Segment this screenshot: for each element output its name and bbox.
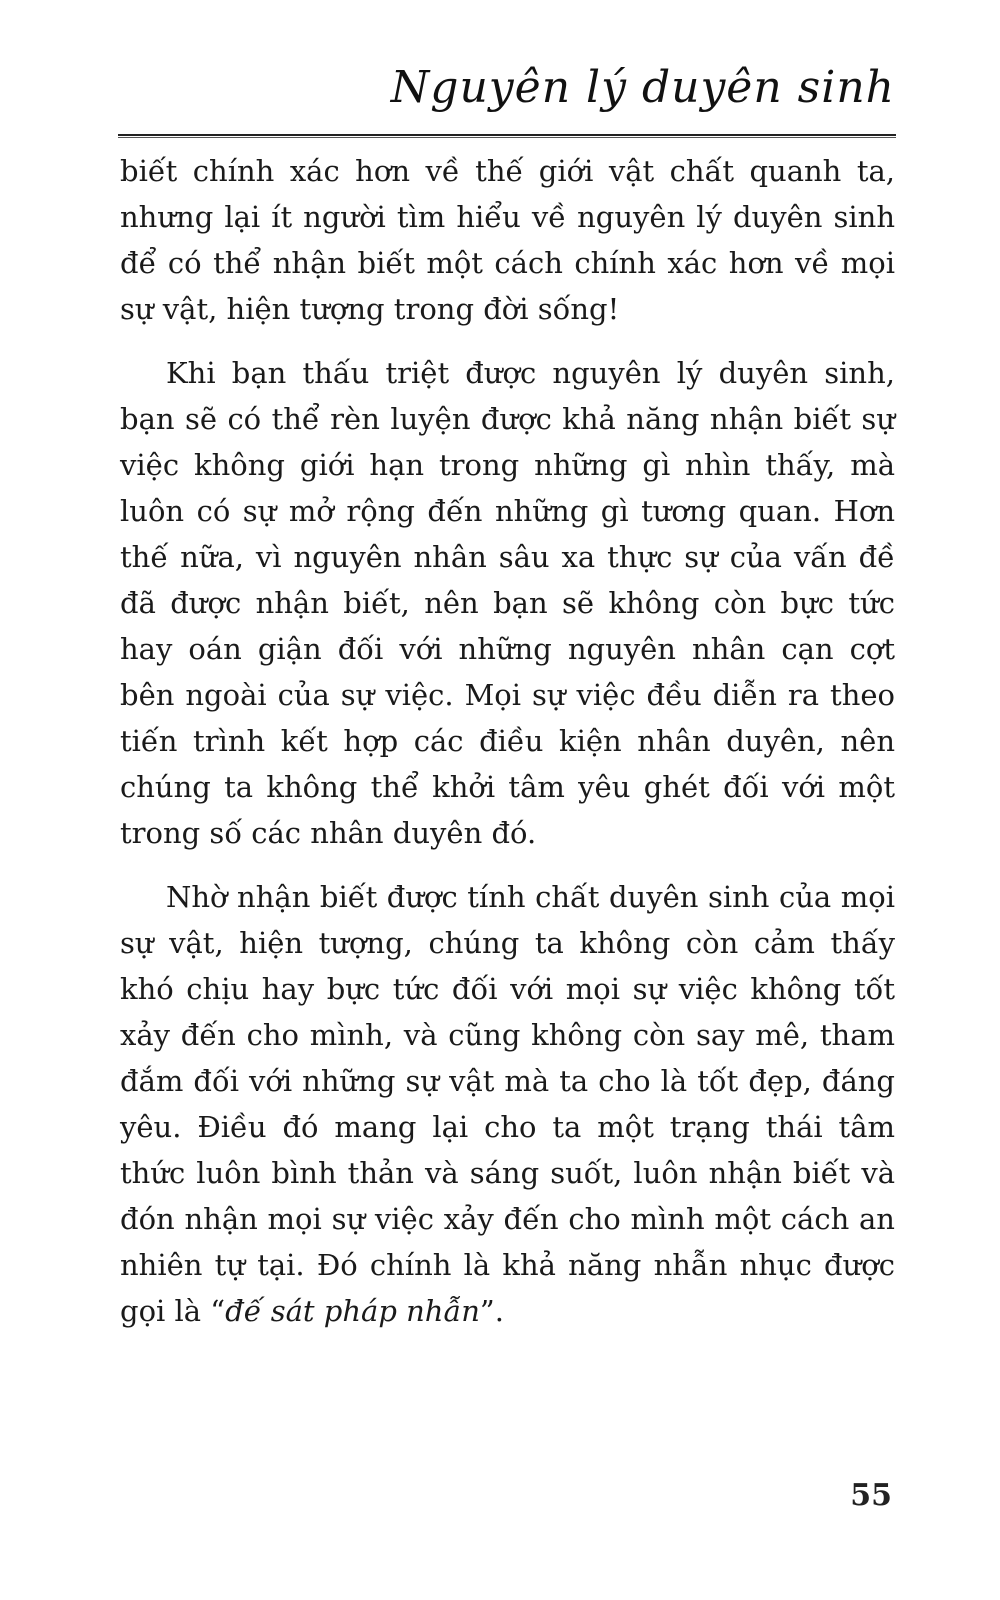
italic-term: đế sát pháp nhẫn — [225, 1294, 480, 1328]
paragraph-text: Nhờ nhận biết được tính chất duyên sinh của mọi sự vật, hiện tượng, chúng ta không còn cảm thấy khó chịu hay bực tức đối với mọi sự việc không tốt xảy đến cho mình, và cũng không còn say mê, tham đắm đối với những sự vật mà ta cho là tốt đẹp, đáng yêu. Điều đó mang lại cho ta một trạng thái tâm thức luôn bình thản và sáng suốt, luôn nhận biết và đón nhận mọi sự việc xảy đến cho mình một cách an nhiên tự tại. Đó chính là khả năng nhẫn nhục được gọi là “ — [120, 880, 895, 1328]
header-divider — [118, 134, 896, 138]
page-number: 55 — [850, 1478, 892, 1513]
body-text — [120, 148, 895, 1352]
paragraph — [120, 874, 895, 1334]
running-header-title: Nguyên lý duyên sinh — [390, 62, 895, 113]
paragraph: Khi bạn thấu triệt được nguyên lý duyên sinh, bạn sẽ có thể rèn luyện được khả năng nhận biết sự việc không giới hạn trong những gì nhìn thấy, mà luôn có sự mở rộng đến những gì tương quan. Hơn thế nữa, vì nguyên nhân sâu xa thực sự của vấn đề đã được nhận biết, nên bạn sẽ không còn bực tức hay oán giận đối với những nguyên nhân cạn cợt bên ngoài của sự việc. Mọi sự việc đều diễn ra theo tiến trình kết hợp các điều kiện nhân duyên, nên chúng ta không thể khởi tâm yêu ghét đối với một trong số các nhân duyên đó. — [120, 356, 895, 850]
paragraph-text-end: ”. — [479, 1294, 504, 1328]
paragraph-continued: biết chính xác hơn về thế giới vật chất quanh ta, nhưng lại ít người tìm hiểu về nguyên lý duyên sinh để có thể nhận biết một cách chính xác hơn về mọi sự vật, hiện tượng trong đời sống! — [120, 154, 895, 326]
